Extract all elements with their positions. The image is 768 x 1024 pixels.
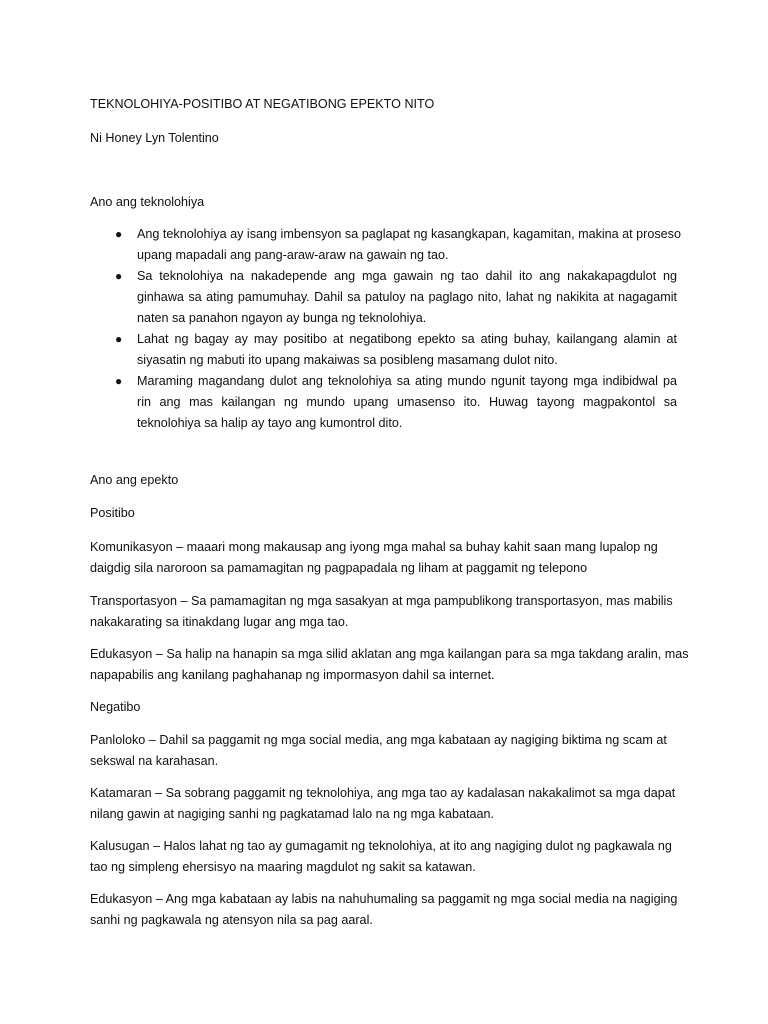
paragraph-line: Panloloko – Dahil sa paggamit ng mga social media, ang mga kabataan ay nagiging biktima ng scam at <box>90 733 667 747</box>
bullet-list <box>115 224 681 434</box>
paragraph-line: Edukasyon – Ang mga kabataan ay labis na nahuhumaling sa paggamit ng mga social media na nagiging <box>90 892 678 906</box>
section-heading-epekto: Ano ang epekto <box>90 473 179 487</box>
paragraph-line: Transportasyon – Sa pamamagitan ng mga sasakyan at mga pampublikong transportasyon, mas mabilis <box>90 594 673 608</box>
bullet-line: Sa teknolohiya na nakadepende ang mga gawain ng tao dahil ito ang nakakapagdulot ng <box>137 269 677 283</box>
paragraph-line: tao ng simpleng ehersisyo na maaring magdulot ng sakit sa katawan. <box>90 860 476 874</box>
list-item <box>117 266 677 329</box>
paragraph-line: daigdig sila naroroon sa pamamagitan ng pagpapadala ng liham at paggamit ng telepono <box>90 561 588 575</box>
bullet-icon: ● <box>115 269 123 283</box>
list-item <box>115 224 681 266</box>
paragraph-line: nakakarating sa itinakdang lugar ang mga tao. <box>90 615 349 629</box>
bullet-icon: ● <box>115 374 123 388</box>
paragraph-line: sanhi ng pagkawala ng atensyon nila sa pag aaral. <box>90 913 373 927</box>
bullet-line: naten sa panahon ngayon ay bunga ng teknolohiya. <box>137 311 427 325</box>
author-line: Ni Honey Lyn Tolentino <box>90 131 219 145</box>
bullet-line: siyasatin ng mabuti ito upang makaiwas sa posibleng masamang dulot nito. <box>137 353 558 367</box>
bullet-line: Maraming magandang dulot ang teknolohiya sa ating mundo ngunit tayong mga indibidwal pa <box>137 374 677 388</box>
paragraph-line: Komunikasyon – maaari mong makausap ang iyong mga mahal sa buhay kahit saan mang lupalop ng <box>90 540 658 554</box>
bullet-line: upang mapadali ang pang-araw-araw na gawain ng tao. <box>137 248 449 262</box>
section-heading-teknolohiya: Ano ang teknolohiya <box>90 195 205 209</box>
paragraph-line: sekswal na karahasan. <box>90 754 219 768</box>
paragraph-line: napapabilis ang kanilang paghahanap ng impormasyon dahil sa internet. <box>90 668 495 682</box>
bullet-line: Lahat ng bagay ay may positibo at negatibong epekto sa ating buhay, kailangang alamin at <box>137 332 677 346</box>
paragraph-line: Kalusugan – Halos lahat ng tao ay gumagamit ng teknolohiya, at ito ang nagiging dulot ng pagkawala ng <box>90 839 672 853</box>
list-item <box>117 371 677 434</box>
document-title: TEKNOLOHIYA-POSITIBO AT NEGATIBONG EPEKTO NITO <box>90 97 435 111</box>
paragraph-line: Edukasyon – Sa halip na hanapin sa mga silid aklatan ang mga kailangan para sa mga takdang aralin, mas <box>90 647 689 661</box>
negative-heading: Negatibo <box>90 700 141 714</box>
list-item <box>117 329 677 371</box>
paragraph-line: nilang gawin at nagiging sanhi ng pagkatamad lalo na ng mga kabataan. <box>90 807 494 821</box>
bullet-icon: ● <box>115 227 123 241</box>
positive-heading: Positibo <box>90 506 135 520</box>
bullet-line: rin ang mas kailangan ng mundo upang umasenso ito. Huwag tayong magpakontol sa <box>137 395 677 409</box>
paragraph-line: Katamaran – Sa sobrang paggamit ng teknolohiya, ang mga tao ay kadalasan nakakalimot sa mga dapat <box>90 786 676 800</box>
bullet-icon: ● <box>115 332 123 346</box>
bullet-line: Ang teknolohiya ay isang imbensyon sa paglapat ng kasangkapan, kagamitan, makina at proseso <box>137 227 681 241</box>
bullet-line: ginhawa sa ating pamumuhay. Dahil sa patuloy na paglago nito, lahat ng nakikita at nagagamit <box>137 290 677 304</box>
bullet-line: teknolohiya sa halip ay tayo ang kumontrol dito. <box>137 416 403 430</box>
